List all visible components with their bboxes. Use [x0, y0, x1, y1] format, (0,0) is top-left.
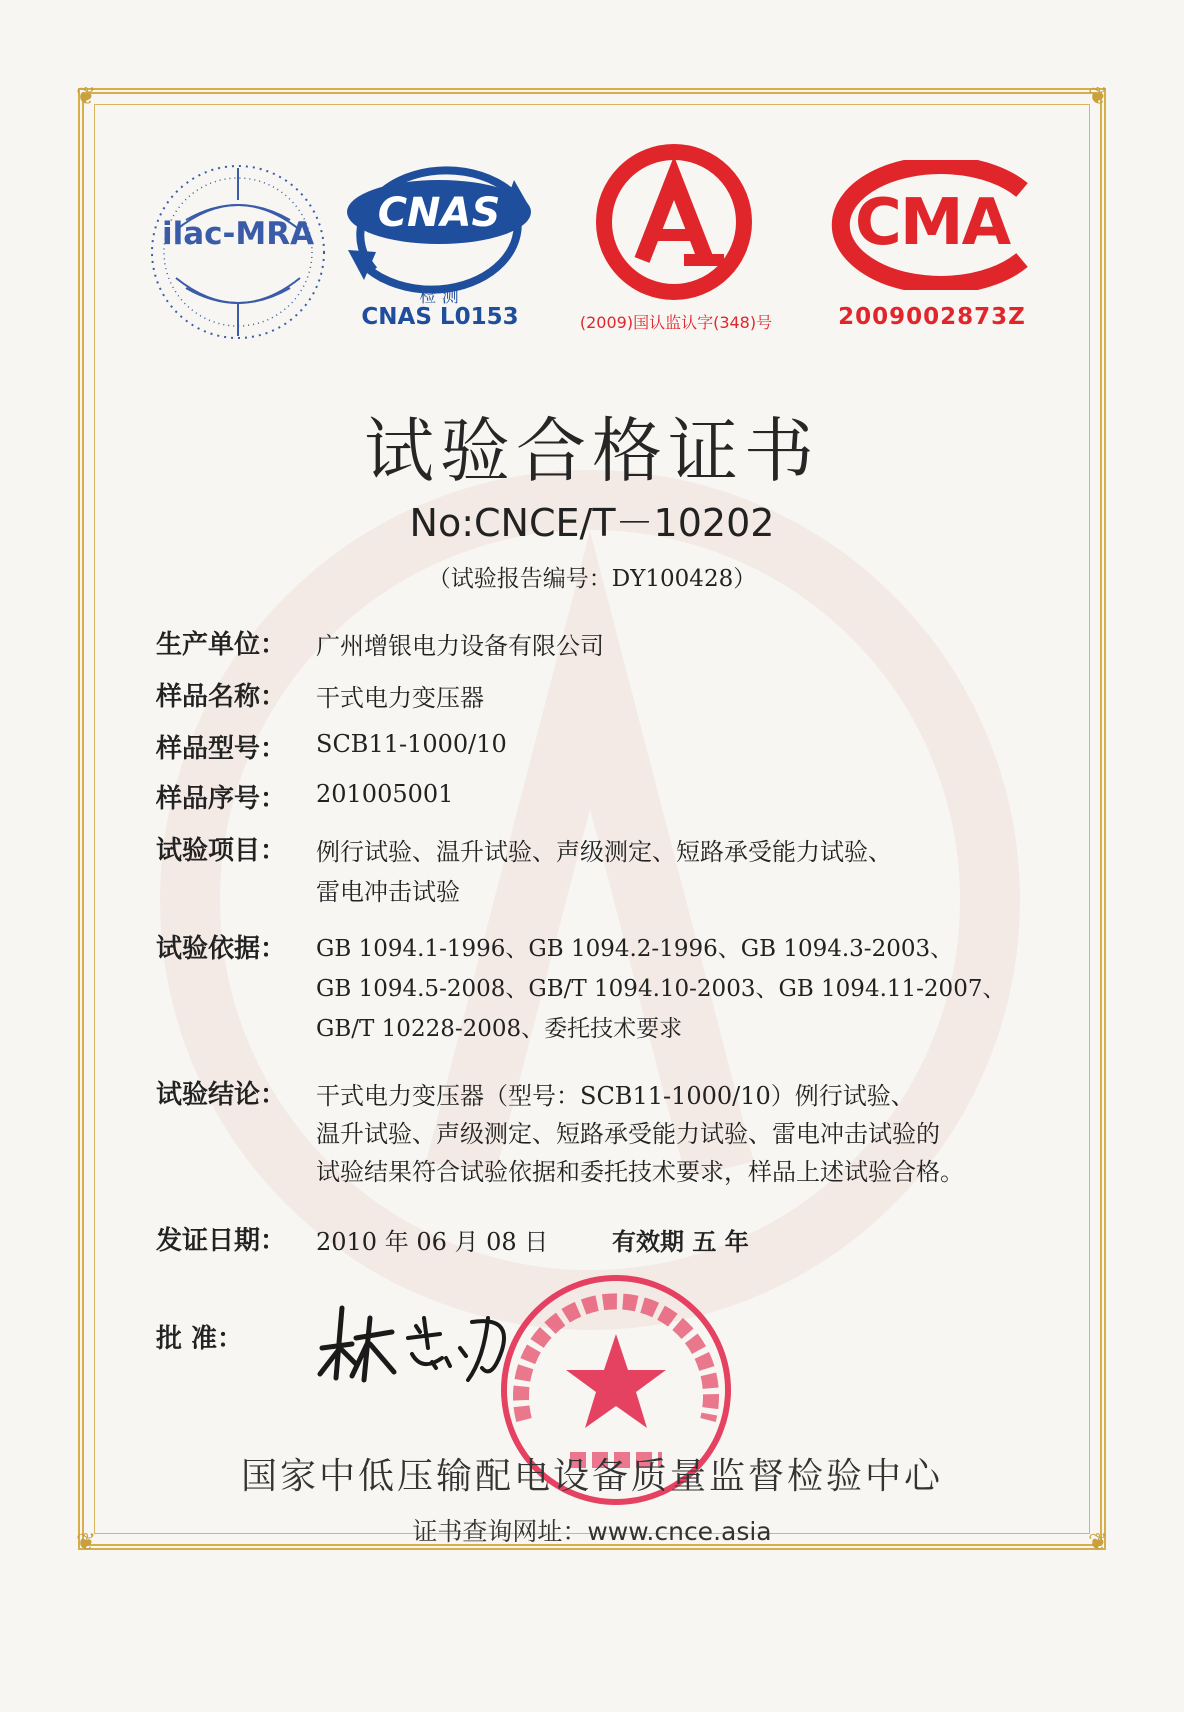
ilac-mra-text: ilac-MRA	[161, 216, 315, 252]
certificate-number: No:CNCE/T－10202	[409, 501, 775, 545]
cma-text: CMA	[854, 186, 1010, 260]
sample-name-label: 样品名称：	[156, 682, 287, 712]
sample-model-label: 样品型号：	[156, 734, 287, 764]
watermark-cal-icon	[160, 470, 1020, 1330]
manufacturer-label: 生产单位：	[156, 630, 287, 660]
cnas-text: CNAS	[377, 190, 501, 236]
corner-ornament-icon: ❦	[1087, 1528, 1109, 1556]
test-items-line: 雷电冲击试验	[316, 878, 460, 906]
manufacturer-value: 广州增银电力设备有限公司	[316, 632, 604, 660]
corner-ornament-icon: ❦	[75, 82, 97, 110]
sample-model-value: SCB11-1000/10	[316, 730, 507, 758]
sample-serial-value: 201005001	[316, 780, 454, 808]
conclusion-line: 干式电力变压器（型号：SCB11-1000/10）例行试验、	[316, 1082, 915, 1110]
conclusion-line: 温升试验、声级测定、短路承受能力试验、雷电冲击试验的	[316, 1120, 940, 1148]
corner-ornament-icon: ❦	[75, 1528, 97, 1556]
issuer-name: 国家中低压输配电设备质量监督检验中心	[240, 1456, 943, 1497]
sample-name-value: 干式电力变压器	[316, 684, 484, 712]
ilac-mra-logo-icon	[146, 160, 330, 344]
test-items-line: 例行试验、温升试验、声级测定、短路承受能力试验、	[316, 838, 892, 866]
sample-serial-label: 样品序号：	[156, 784, 287, 814]
cal-code-text: (2009)国认监认字(348)号	[579, 313, 773, 332]
test-items-label: 试验项目：	[156, 836, 287, 866]
cnas-sub-text: 检 测	[419, 287, 459, 307]
test-basis-label: 试验依据：	[156, 934, 287, 964]
corner-ornament-icon: ❦	[1087, 82, 1109, 110]
conclusion-label: 试验结论：	[156, 1080, 287, 1110]
certificate-title: 试验合格证书	[364, 410, 820, 492]
issue-date-label: 发证日期：	[156, 1226, 287, 1256]
issue-date-value: 2010 年 06 月 08 日	[316, 1228, 549, 1256]
cma-code-text: 2009002873Z	[838, 304, 1026, 330]
conclusion-line: 试验结果符合试验依据和委托技术要求，样品上述试验合格。	[316, 1158, 964, 1186]
test-basis-line: GB/T 10228-2008、委托技术要求	[316, 1016, 683, 1042]
cnas-code-text: CNAS L0153	[361, 304, 519, 330]
cal-logo-icon	[584, 140, 764, 300]
verification-website: 证书查询网址：www.cnce.asia	[412, 1517, 772, 1546]
test-basis-line: GB 1094.1-1996、GB 1094.2-1996、GB 1094.3-2003、	[316, 936, 954, 962]
test-basis-line: GB 1094.5-2008、GB/T 1094.10-2003、GB 1094.11-2007、	[316, 976, 1006, 1002]
validity-value: 有效期 五 年	[612, 1228, 749, 1256]
approval-label: 批 准：	[156, 1324, 244, 1354]
report-number: （试验报告编号：DY100428）	[427, 566, 757, 592]
